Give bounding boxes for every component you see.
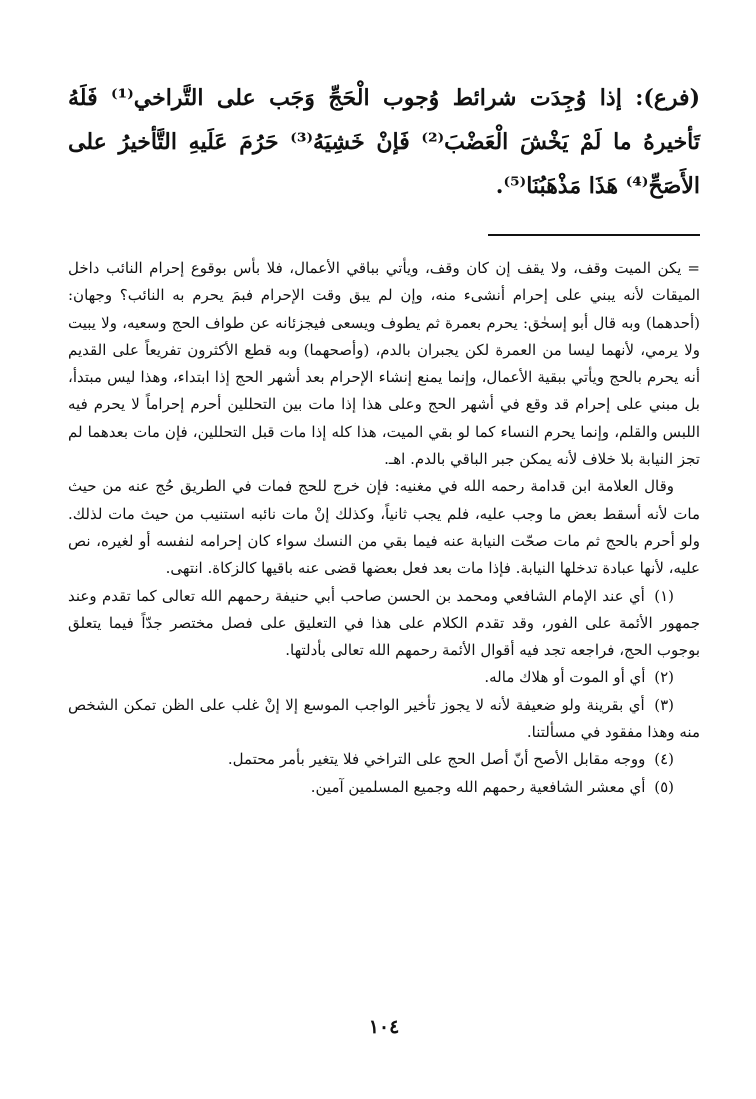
footnote-number: (١) [654,586,674,605]
main-text-block [68,76,700,208]
footnote-continuation-text: يكن الميت وقف، ولا يقف إن كان وقف، ويأتي بباقي الأعمال، فلا بأس بوقوع إحرام النائب داخل الميقات لأنه يبني على إحرام أنشىء منه، وإن لم يبق وقت الإحرام فبمَ يحرم به النائب؟ وجهان: (أحدهما) وبه قال أبو إسحٰق: يحرم بعمرة ثم يطوف ويسعى فيجزئانه عن طواف الحج وسعيه، ولا يبيت ولا يرمي، لأنهما ليسا من العمرة لكن يجبران بالدم، (وأصحهما) وبه قطع الأكثرون تفريعاً على القديم أنه يحرم بالحج ويأتي ببقية الأعمال، وإنما يمنع إنشاء الإحرام بعد أشهر الحج إذا ابتداء، وهذا ليس مبتدأ، بل مبني على إحرام قد وقع في أشهر الحج وعلى هذا إذا مات بين التحللين أحرم إحراماً لا يحرم فيه اللبس والقلم، وإنما يحرم النساء كما لو بقي الميت، هذا كله إذا مات قبل التحللين، فإن مات بعدهما لم تجز النيابة بلا خلاف لأنه يمكن جبر الباقي بالدم. اهـ. [68,259,700,469]
footnote-text: أي معشر الشافعية رحمهم الله وجميع المسلمين آمين. [310,777,646,796]
footnote-number: (٥) [654,777,674,796]
footnote-text: أي أو الموت أو هلاك ماله. [484,668,646,687]
footnote-number: (٣) [654,695,674,714]
main-paragraph: (فرع): إذا وُجِدَت شرائط وُجوب الْحَجِّ وَجَب على التَّراخي⁽¹⁾ فَلَهُ تَأخيرهُ ما لَمْ يَخْشَ الْعَضْبَ⁽²⁾ فَإنْ خَشِيَهُ⁽³⁾ حَرُمَ عَلَيهِ التَّأخيرُ على الأَصَحِّ⁽⁴⁾ هَذَا مَذْهَبُنَا⁽⁵⁾. [68,85,700,199]
footnote-number: (٤) [654,750,674,769]
footnote-2 [68,664,700,691]
footnote-3 [68,692,700,747]
footnote-quote: وقال العلامة ابن قدامة رحمه الله في مغنيه: فإن خرج للحج فمات في الطريق حُج عنه من حيث مات لأنه أسقط بعض ما وجب عليه، فلم يجب ثانياً، وكذلك إنْ مات نائبه استنيب من حيث مات لذلك. ولو أحرم بالحج ثم مات صحّت النيابة عنه فيما بقي من النسك سواء كان إحرامه لنفسه أو لغيره، نص عليه، لأنها عبادة تدخلها النيابة. فإذا مات بعد فعل بعضها قضى عنه باقيها كالزكاة. انتهى. [68,477,700,578]
footnote-1 [68,583,700,665]
footnote-text: ووجه مقابل الأصح أنّ أصل الحج على التراخي فلا يتغير بأمر محتمل. [227,750,646,769]
footnote-5 [68,774,700,801]
footnote-text: أي بقرينة ولو ضعيفة لأنه لا يجوز تأخير الواجب الموسع إلا إنْ غلب على الظن تمكن الشخص منه وهذا مفقود في مسألتنا. [68,695,700,742]
footnotes-section [68,255,700,801]
page-number: ١٠٤ [368,1016,400,1038]
footnote-number: (٢) [654,668,674,687]
continuation-mark: = [687,259,700,277]
footnote-4 [68,746,700,773]
book-page [68,0,700,1099]
footnote-text: أي عند الإمام الشافعي ومحمد بن الحسن صاحب أبي حنيفة رحمهم الله تعالى كما تقدم وعند جمهور الأئمة على الفور، وقد تقدم الكلام على هذا في التعليق على فصل مختصر جدّاً فيما يتعلق بوجوب الحج، فراجعه تجد فيه أقوال الأئمة رحمهم الله تعالى بأدلتها. [68,586,700,660]
footnote-continuation [68,255,700,473]
footnote-separator [488,234,700,236]
